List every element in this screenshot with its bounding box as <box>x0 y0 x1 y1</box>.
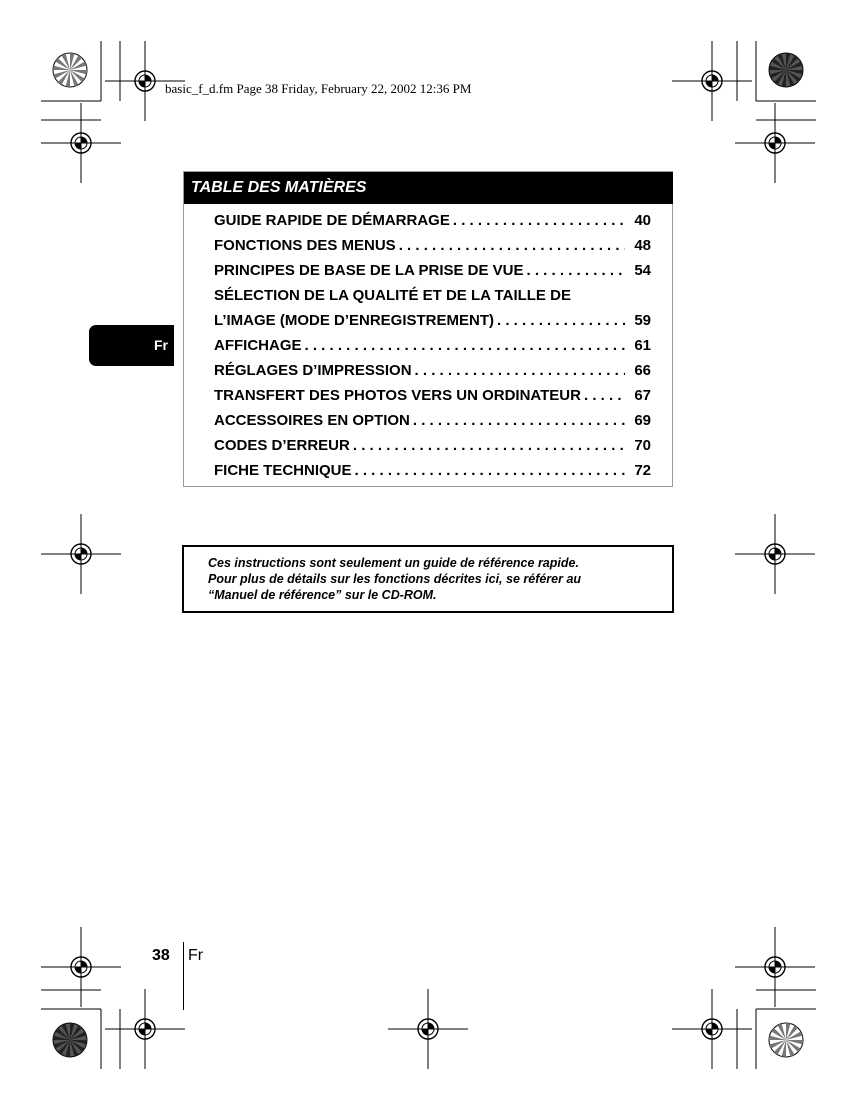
note-line: Pour plus de détails sur les fonctions décrites ici, se référer au <box>208 572 582 586</box>
note-line: Ces instructions sont seulement un guide de référence rapide. <box>208 556 579 570</box>
toc-entry-text: GUIDE RAPIDE DE DÉMARRAGE <box>214 212 450 229</box>
toc-entry[interactable] <box>214 433 651 458</box>
toc-entry-page: 69 <box>634 412 651 429</box>
toc-entry-page: 67 <box>634 387 651 404</box>
toc-entry-page: 40 <box>634 212 651 229</box>
toc-entry-text: CODES D’ERREUR <box>214 437 350 454</box>
toc-leader <box>581 383 625 408</box>
toc-leader <box>350 433 625 458</box>
toc-leader <box>396 233 625 258</box>
page-number: 38 <box>152 947 170 964</box>
toc-entry[interactable] <box>214 458 651 483</box>
toc-entry[interactable] <box>214 258 651 283</box>
page-language: Fr <box>188 947 204 964</box>
toc-title: TABLE DES MATIÈRES <box>184 172 673 204</box>
toc-entry[interactable] <box>214 383 651 408</box>
folio-divider <box>183 942 184 1010</box>
toc-entry-page: 66 <box>634 362 651 379</box>
toc-leader <box>494 308 625 333</box>
language-tab <box>89 325 174 366</box>
toc-leader <box>450 208 625 233</box>
toc-entry-text: SÉLECTION DE LA QUALITÉ ET DE LA TAILLE DE <box>214 287 571 304</box>
toc-entry-page: 59 <box>634 312 651 329</box>
toc-entry-page: 48 <box>634 237 651 254</box>
toc-entry-text: FICHE TECHNIQUE <box>214 462 352 479</box>
note-line: “Manuel de référence” sur le CD-ROM. <box>208 588 437 602</box>
toc-leader <box>410 408 625 433</box>
toc-list <box>214 208 651 483</box>
toc-entry[interactable] <box>214 333 651 358</box>
toc-entry-first-line[interactable] <box>214 283 651 308</box>
toc-entry-text: RÉGLAGES D’IMPRESSION <box>214 362 412 379</box>
toc-entry-page: 72 <box>634 462 651 479</box>
table-of-contents <box>183 171 673 487</box>
toc-leader <box>302 333 626 358</box>
toc-leader <box>352 458 625 483</box>
language-tab-label: Fr <box>154 337 168 353</box>
toc-entry-text: TRANSFERT DES PHOTOS VERS UN ORDINATEUR <box>214 387 581 404</box>
toc-entry[interactable] <box>214 233 651 258</box>
reference-note <box>182 545 674 613</box>
toc-entry-text: L’IMAGE (MODE D’ENREGISTREMENT) <box>214 312 495 329</box>
toc-entry-page: 70 <box>634 437 651 454</box>
toc-entry[interactable] <box>214 308 651 333</box>
toc-entry[interactable] <box>214 208 651 233</box>
toc-leader <box>412 358 625 383</box>
print-file-info: basic_f_d.fm Page 38 Friday, February 22, 2002 12:36 PM <box>165 81 472 96</box>
toc-leader <box>524 258 625 283</box>
toc-entry-text: PRINCIPES DE BASE DE LA PRISE DE VUE <box>214 262 524 279</box>
toc-entry-text: AFFICHAGE <box>214 337 302 354</box>
toc-entry-page: 61 <box>634 337 651 354</box>
toc-entry[interactable] <box>214 358 651 383</box>
toc-entry-text: FONCTIONS DES MENUS <box>214 237 396 254</box>
toc-entry-text: ACCESSOIRES EN OPTION <box>214 412 410 429</box>
toc-entry[interactable] <box>214 408 651 433</box>
toc-entry-page: 54 <box>634 262 651 279</box>
